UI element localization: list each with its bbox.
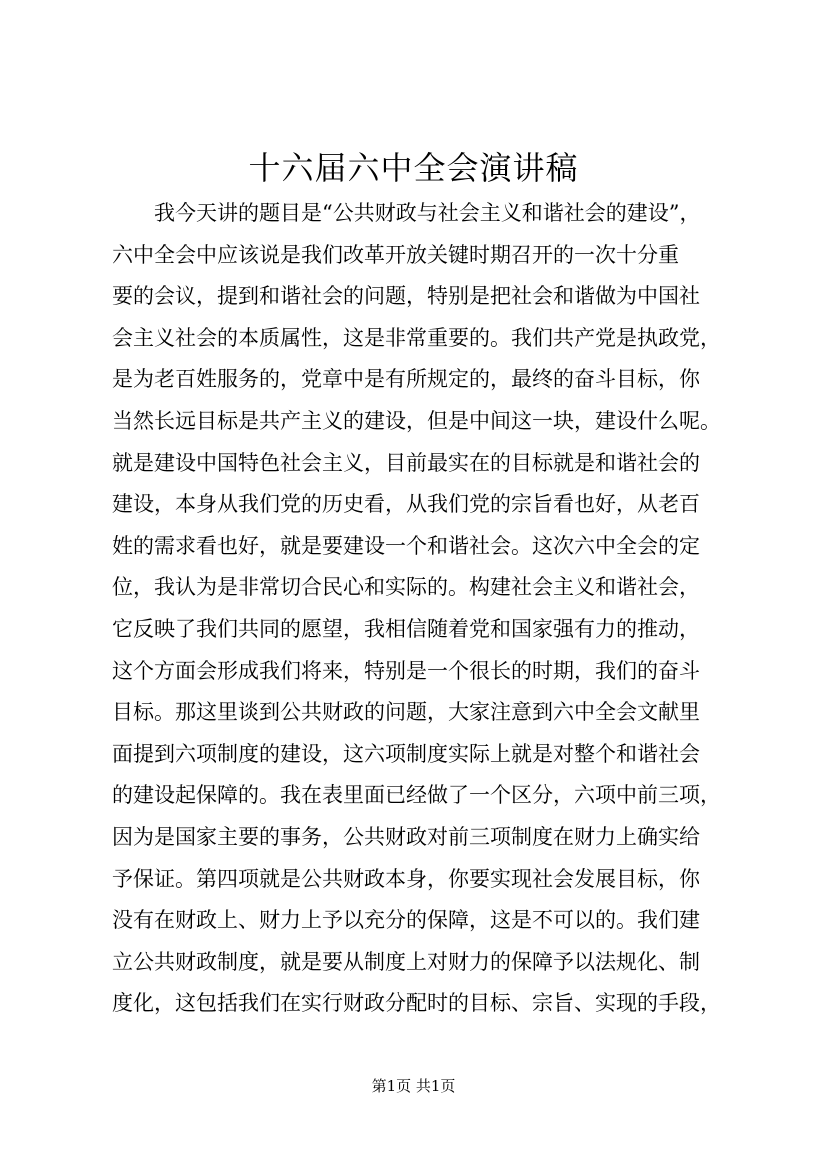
document-title: 十六届六中全会演讲稿 (248, 149, 579, 187)
paragraph-line: 目标。那这里谈到公共财政的问题，大家注意到六中全会文献里 (112, 700, 700, 725)
paragraph-line: 会主义社会的本质属性，这是非常重要的。我们共产党是执政党， (112, 325, 721, 350)
paragraph-line: 的建设起保障的。我在表里面已经做了一个区分，六项中前三项， (112, 783, 721, 808)
paragraph-line: 立公共财政制度，就是要从制度上对财力的保障予以法规化、制 (112, 949, 700, 974)
paragraph-line: 当然长远目标是共产主义的建设，但是中间这一块，建设什么呢。 (112, 408, 721, 433)
paragraph-line: 予保证。第四项就是公共财政本身，你要实现社会发展目标，你 (112, 866, 700, 891)
paragraph-line: 姓的需求看也好，就是要建设一个和谐社会。这次六中全会的定 (112, 533, 700, 558)
paragraph-line: 位，我认为是非常切合民心和实际的。构建社会主义和谐社会， (112, 575, 700, 600)
paragraph-line: 因为是国家主要的事务，公共财政对前三项制度在财力上确实给 (112, 824, 700, 849)
paragraph-line: 就是建设中国特色社会主义，目前最实在的目标就是和谐社会的 (112, 450, 700, 475)
paragraph-line: 面提到六项制度的建设，这六项制度实际上就是对整个和谐社会 (112, 741, 700, 766)
paragraph-line: 要的会议，提到和谐社会的问题，特别是把社会和谐做为中国社 (112, 284, 700, 309)
paragraph-line: 它反映了我们共同的愿望，我相信随着党和国家强有力的推动， (112, 616, 700, 641)
paragraph-line: 六中全会中应该说是我们改革开放关键时期召开的一次十分重 (112, 242, 679, 267)
paragraph-line: 这个方面会形成我们将来，特别是一个很长的时期，我们的奋斗 (112, 658, 700, 683)
document-body (112, 193, 742, 1025)
paragraph-line: 建设，本身从我们党的历史看，从我们党的宗旨看也好，从老百 (112, 492, 700, 517)
paragraph-line: 没有在财政上、财力上予以充分的保障，这是不可以的。我们建 (112, 908, 700, 933)
paragraph-line: 我今天讲的题目是“公共财政与社会主义和谐社会的建设”， (154, 201, 701, 225)
paragraph-line: 是为老百姓服务的，党章中是有所规定的，最终的奋斗目标，你 (112, 367, 700, 392)
paragraph-line: 度化，这包括我们在实行财政分配时的目标、宗旨、实现的手段， (112, 991, 721, 1016)
page-number-footer: 第1页 共1页 (371, 1077, 456, 1095)
